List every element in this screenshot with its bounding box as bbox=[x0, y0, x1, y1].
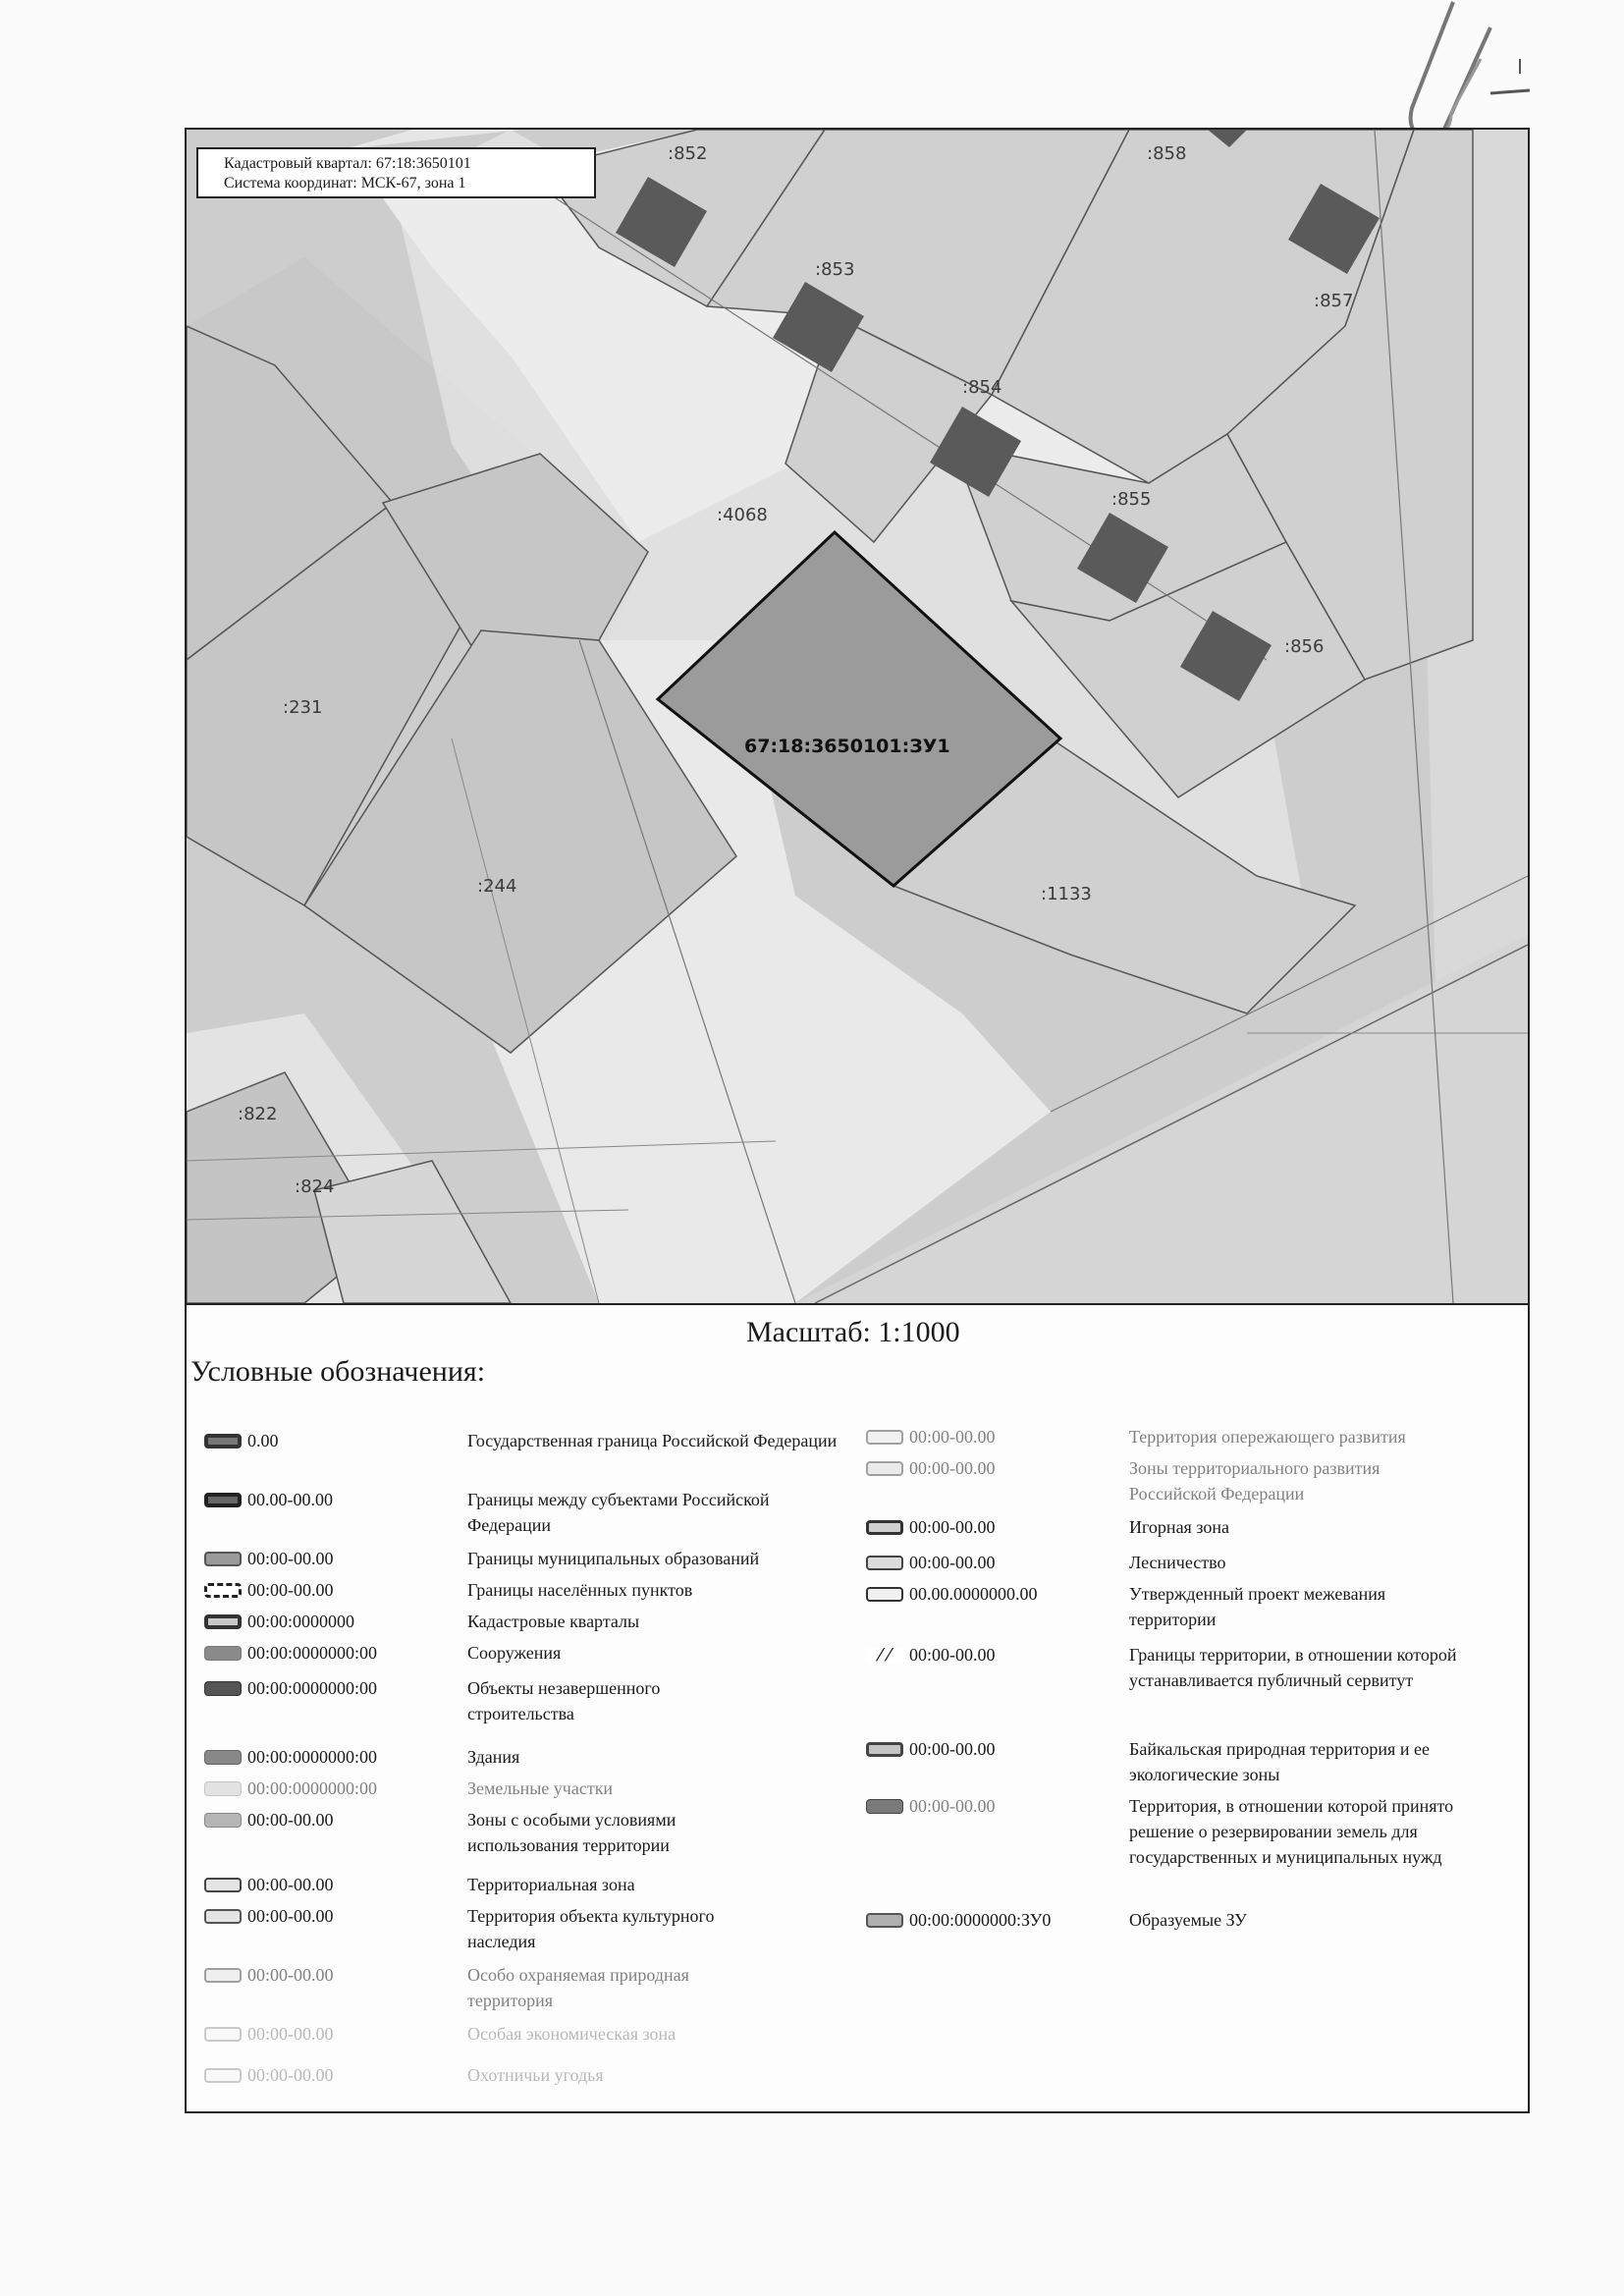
legend-code: 00:00-00.00 bbox=[247, 2024, 334, 2044]
legend-code: 00:00-00.00 bbox=[247, 1906, 334, 1926]
legend-desc: Государственная граница Российской Федерации bbox=[467, 1431, 838, 1450]
parcel-label-855: :855 bbox=[1111, 489, 1152, 510]
legend-code: 00:00:0000000:00 bbox=[247, 1778, 378, 1798]
cadastral-map bbox=[187, 130, 1528, 1305]
legend-item bbox=[204, 1577, 840, 1603]
legend-symbol bbox=[204, 1614, 242, 1629]
legend-symbol bbox=[204, 1434, 242, 1449]
parcel-label-231: :231 bbox=[283, 697, 323, 718]
legend-code: 00:00-00.00 bbox=[247, 1810, 334, 1830]
legend-item bbox=[866, 1793, 1473, 1870]
parcel-label-856: :856 bbox=[1284, 636, 1325, 657]
legend-item bbox=[204, 1609, 840, 1634]
legend-symbol bbox=[866, 1520, 903, 1535]
legend-item bbox=[866, 1424, 1483, 1449]
parcel-label-852: :852 bbox=[668, 143, 708, 164]
legend-code: 00:00-00.00 bbox=[909, 1796, 996, 1816]
legend-desc: Территориальная зона bbox=[467, 1875, 635, 1894]
legend-item bbox=[204, 1872, 840, 1897]
legend-code: 00.00-00.00 bbox=[247, 1490, 333, 1509]
legend-symbol bbox=[866, 1799, 903, 1814]
legend-item bbox=[866, 1514, 1483, 1540]
legend-desc: Границы между субъектами Российской Федерации bbox=[467, 1490, 770, 1535]
legend-item bbox=[204, 1744, 840, 1770]
document-frame bbox=[185, 128, 1530, 2113]
legend-desc: Особо охраняемая природная территория bbox=[467, 1965, 689, 2010]
legend-desc: Территория опережающего развития bbox=[1129, 1427, 1406, 1447]
legend-desc: Игорная зона bbox=[1129, 1517, 1229, 1537]
scale-text: Масштаб: 1:1000 bbox=[746, 1316, 960, 1348]
parcel-label-854: :854 bbox=[962, 377, 1002, 398]
legend-symbol bbox=[204, 1781, 242, 1796]
legend-code: 00:00-00.00 bbox=[909, 1458, 996, 1478]
legend-item bbox=[866, 1736, 1483, 1787]
legend-symbol bbox=[204, 1583, 242, 1598]
legend-item bbox=[204, 2021, 840, 2047]
parcel-label-244: :244 bbox=[477, 876, 517, 897]
legend-symbol bbox=[204, 1750, 242, 1765]
legend-code: 00:00:0000000:ЗУ0 bbox=[909, 1910, 1052, 1930]
legend-symbol bbox=[866, 1461, 903, 1476]
legend-symbol bbox=[204, 1552, 242, 1566]
legend-item bbox=[866, 1642, 1483, 1693]
legend-desc: Образуемые ЗУ bbox=[1129, 1910, 1247, 1930]
legend-item bbox=[204, 1962, 762, 2013]
legend-item bbox=[204, 1546, 840, 1571]
legend-symbol bbox=[204, 1813, 242, 1828]
map-canvas bbox=[187, 130, 1528, 1303]
legend-symbol bbox=[204, 2068, 242, 2083]
parcel-label-858: :858 bbox=[1147, 143, 1187, 164]
legend-code: 00:00-00.00 bbox=[909, 1739, 996, 1759]
legend-code: 00:00-00.00 bbox=[909, 1517, 996, 1537]
legend-desc: Границы муниципальных образований bbox=[467, 1549, 760, 1568]
main-parcel-label: 67:18:3650101:ЗУ1 bbox=[744, 736, 950, 757]
coordinate-system-text: Система координат: МСК-67, зона 1 bbox=[224, 175, 466, 191]
parcel-label-4068: :4068 bbox=[717, 505, 768, 525]
servitude-hatch-icon: ⁄ ⁄ bbox=[866, 1648, 903, 1663]
cadastral-quarter-text: Кадастровый квартал: 67:18:3650101 bbox=[224, 155, 471, 172]
legend-title: Условные обозначения: bbox=[190, 1355, 486, 1388]
legend-desc: Территория, в отношении которой принято решение о резервировании земель для государственных и муниципальных нужд bbox=[1129, 1796, 1454, 1867]
parcel-label-824: :824 bbox=[295, 1176, 335, 1197]
legend-desc: Зоны с особыми условиями использования территории bbox=[467, 1810, 677, 1855]
legend-item bbox=[204, 1428, 840, 1453]
legend-symbol bbox=[204, 1968, 242, 1983]
parcel-label-857: :857 bbox=[1314, 291, 1354, 311]
legend-desc: Охотничьи угодья bbox=[467, 2065, 604, 2085]
legend-symbol bbox=[204, 1681, 242, 1696]
legend-code: 00:00-00.00 bbox=[909, 1645, 996, 1665]
legend-desc: Утвержденный проект межевания территории bbox=[1129, 1584, 1386, 1629]
legend-desc: Земельные участки bbox=[467, 1778, 614, 1798]
legend-desc: Объекты незавершенного строительства bbox=[467, 1678, 661, 1723]
legend-symbol bbox=[204, 2027, 242, 2042]
legend-desc: Особая экономическая зона bbox=[467, 2024, 677, 2044]
legend-item bbox=[204, 1903, 762, 1954]
legend-symbol bbox=[204, 1878, 242, 1892]
legend-code: 00:00-00.00 bbox=[909, 1553, 996, 1572]
legend-desc: Кадастровые кварталы bbox=[467, 1612, 640, 1631]
legend-symbol bbox=[866, 1913, 903, 1928]
legend-code: 00:00-00.00 bbox=[247, 1549, 334, 1568]
legend-symbol bbox=[866, 1430, 903, 1445]
legend-item bbox=[204, 2062, 840, 2088]
legend-item bbox=[866, 1581, 1473, 1632]
parcel-label-822: :822 bbox=[238, 1104, 278, 1124]
legend-item bbox=[866, 1455, 1453, 1506]
legend-code: 00:00-00.00 bbox=[247, 2065, 334, 2085]
legend-symbol bbox=[866, 1556, 903, 1570]
legend-item bbox=[204, 1640, 840, 1666]
legend-item bbox=[204, 1807, 732, 1858]
legend-code: 00:00-00.00 bbox=[247, 1580, 334, 1600]
legend-desc: Лесничество bbox=[1129, 1553, 1226, 1572]
legend-item bbox=[204, 1776, 840, 1801]
legend-code: 00.00.0000000.00 bbox=[909, 1584, 1038, 1604]
legend-desc: Границы территории, в отношении которой устанавливается публичный сервитут bbox=[1129, 1645, 1457, 1690]
legend-code: 00:00:0000000 bbox=[247, 1612, 355, 1631]
legend-symbol bbox=[204, 1909, 242, 1924]
legend-desc: Байкальская природная территория и ее экологические зоны bbox=[1129, 1739, 1430, 1784]
legend-code: 00:00:0000000:00 bbox=[247, 1678, 378, 1698]
legend-desc: Сооружения bbox=[467, 1643, 562, 1663]
legend-item bbox=[866, 1550, 1483, 1575]
parcel-label-1133: :1133 bbox=[1041, 884, 1092, 904]
legend-desc: Здания bbox=[467, 1747, 520, 1767]
legend-item bbox=[204, 1675, 723, 1726]
parcel-label-853: :853 bbox=[815, 259, 855, 280]
legend-symbol bbox=[204, 1646, 242, 1661]
map-info-box bbox=[196, 147, 596, 198]
legend-symbol bbox=[866, 1742, 903, 1757]
legend-desc: Территория объекта культурного наследия bbox=[467, 1906, 715, 1951]
legend-symbol bbox=[866, 1587, 903, 1602]
legend-code: 00:00-00.00 bbox=[247, 1875, 334, 1894]
legend-code: 0.00 bbox=[247, 1431, 279, 1450]
legend-desc: Зоны территориального развития Российской Федерации bbox=[1129, 1458, 1380, 1503]
legend-code: 00:00-00.00 bbox=[909, 1427, 996, 1447]
legend-code: 00:00-00.00 bbox=[247, 1965, 334, 1985]
legend-code: 00:00:0000000:00 bbox=[247, 1643, 378, 1663]
legend-symbol bbox=[204, 1493, 242, 1507]
legend-code: 00:00:0000000:00 bbox=[247, 1747, 378, 1767]
legend-item bbox=[866, 1907, 1483, 1933]
legend-desc: Границы населённых пунктов bbox=[467, 1580, 693, 1600]
legend-item bbox=[204, 1487, 840, 1538]
